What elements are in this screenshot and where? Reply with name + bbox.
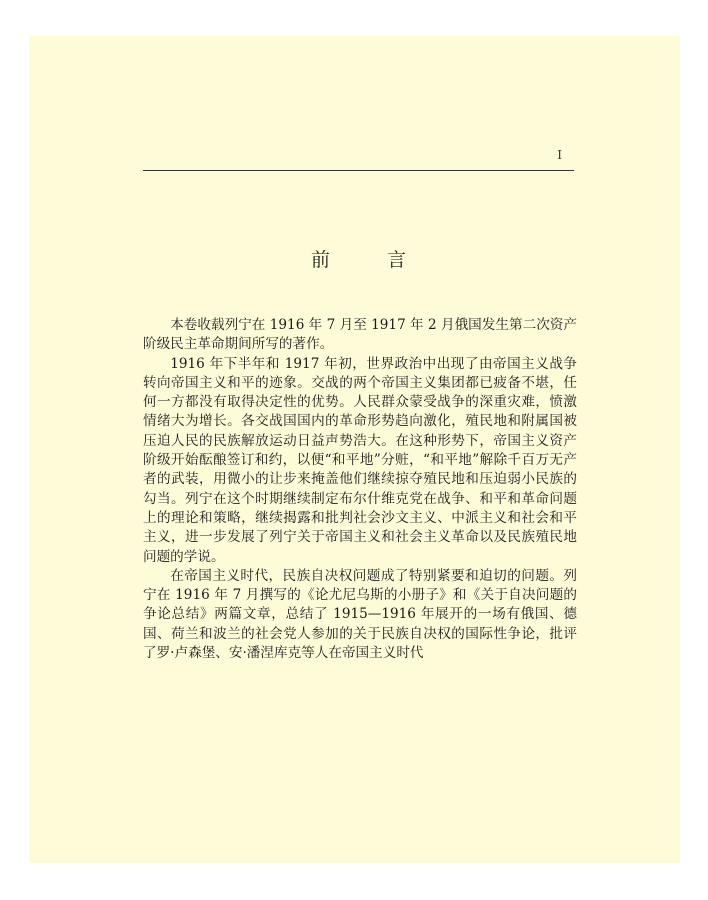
title-char-1: 前 (311, 249, 331, 271)
body-text (143, 316, 577, 663)
paragraph-3: 在帝国主义时代，民族自决权问题成了特别紧要和迫切的问题。列宁在 1916 年 7 月撰写的《论尤尼乌斯的小册子》和《关于自决问题的争论总结》两篇文章，总结了 1915—1916 年展开的一场有俄国、德国、荷兰和波兰的社会党人参加的关于民族自决权的国际性争论，批评了罗·卢森堡、安·潘涅库克等人在帝国主义时代 (143, 567, 577, 662)
paragraph-1: 本卷收载列宁在 1916 年 7 月至 1917 年 2 月俄国发生第二次资产阶级民主革命期间所写的著作。 (143, 317, 577, 353)
page-number: I (557, 148, 562, 162)
paragraph-2: 1916 年下半年和 1917 年初，世界政治中出现了由帝国主义战争转向帝国主义和平的迹象。交战的两个帝国主义集团都已疲备不堪，任何一方都没有取得决定性的优势。人民群众蒙受战争的深重灾难，愤激情绪大为增长。各交战国国内的革命形势趋向激化，殖民地和附属国被压迫人民的民族解放运动日益声势浩大。在这种形势下，帝国主义资产阶级开始酝酿签订和约，以便“和平地”分赃，“和平地”解除千百万无产者的武装，用微小的让步来掩盖他们继续掠夺殖民地和压迫弱小民族的勾当。列宁在这个时期继续制定布尔什维克党在战争、和平和革命问题上的理论和策略，继续揭露和批判社会沙文主义、中派主义和社会和平主义，进一步发展了列宁关于帝国主义和社会主义革命以及民族殖民地问题的学说。 (143, 355, 577, 565)
title-char-2: 言 (387, 249, 407, 271)
running-header (143, 148, 574, 171)
